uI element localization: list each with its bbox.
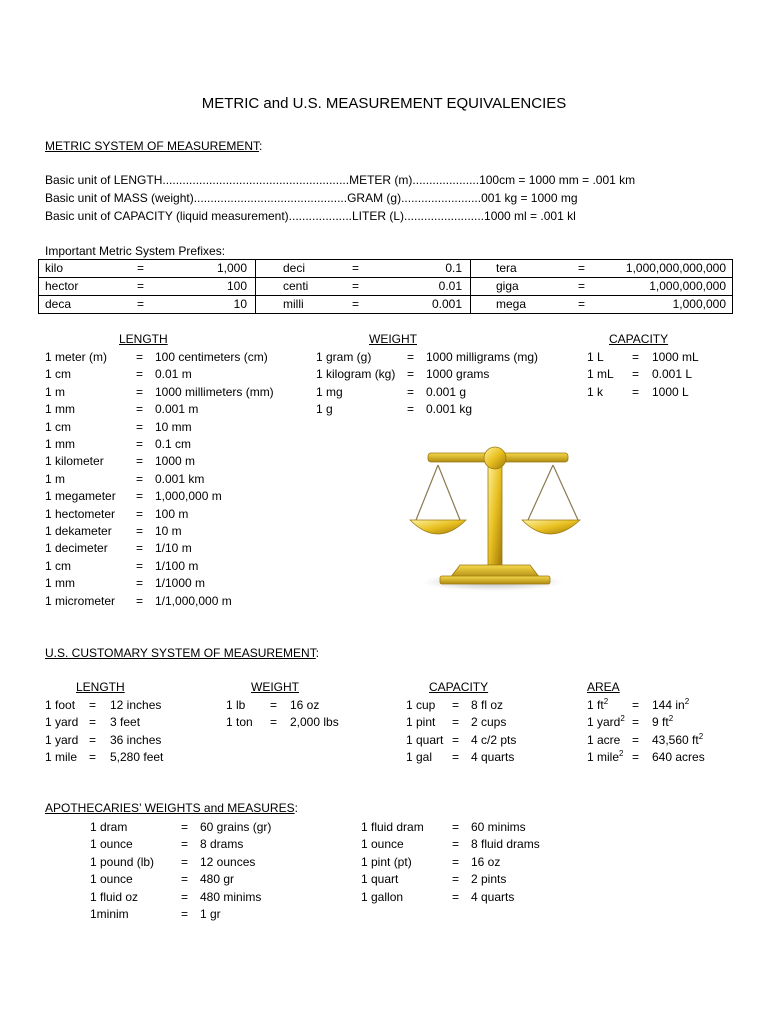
us-heading [45,646,319,660]
page-title: METRIC and U.S. MEASUREMENT EQUIVALENCIES [201,95,567,112]
us-length-heading: LENGTH [76,680,125,694]
metric-length-heading: LENGTH [119,332,168,346]
metric-heading [45,139,262,153]
us-heading-text: U.S. CUSTOMARY SYSTEM OF MEASUREMENT [45,646,316,660]
us-capacity-heading: CAPACITY [429,680,489,694]
basic-unit-length: Basic unit of LENGTH........................................................METER (m)....................100cm = 1000 mm = .001 km [45,173,636,187]
basic-unit-capacity: Basic unit of CAPACITY (liquid measurement)...................LITER (L)........................1000 ml = .001 kl [45,209,576,223]
metric-heading-colon: : [259,139,263,153]
prefix-heading: Important Metric System Prefixes: [45,244,226,258]
metric-capacity-heading: CAPACITY [609,332,669,346]
prefix-row: deca = 10 milli = 0.001 mega = 1,000,000 [45,297,726,311]
prefix-row: hector = 100 centi = 0.01 giga = 1,000,000,000 [45,279,726,293]
basic-unit-mass: Basic unit of MASS (weight)..............................................GRAM (g)........................001 kg = 1000 mg [45,191,578,205]
apoth-heading-colon: : [294,801,298,815]
us-weight-heading: WEIGHT [251,680,299,694]
apoth-heading [45,801,298,815]
metric-heading-text: METRIC SYSTEM OF MEASUREMENT [45,139,260,153]
metric-weight-heading: WEIGHT [369,332,417,346]
us-area-heading: AREA [587,680,620,694]
prefix-table [38,259,733,314]
balance-scale-icon [408,440,588,595]
prefix-row: kilo = 1,000 deci = 0.1 tera = 1,000,000,000,000 [45,261,726,275]
us-heading-colon: : [315,646,320,660]
apoth-heading-text: APOTHECARIES’ WEIGHTS and MEASURES [45,801,295,815]
